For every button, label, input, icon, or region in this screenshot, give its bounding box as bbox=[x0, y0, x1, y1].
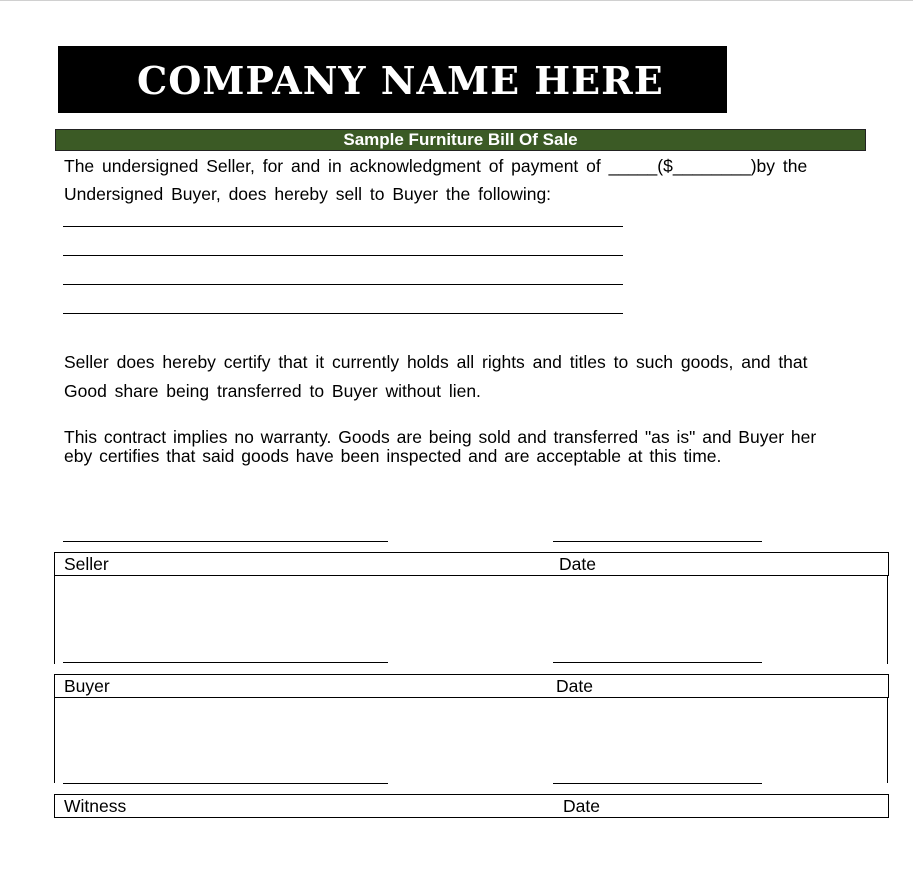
certification-paragraph-line-2: Good share being transferred to Buyer without lien. bbox=[64, 381, 481, 401]
witness-date-line bbox=[553, 783, 762, 784]
witness-signature-line bbox=[63, 783, 388, 784]
certification-paragraph-line-1: Seller does hereby certify that it currently holds all rights and titles to such goods, and that bbox=[64, 352, 808, 372]
buyer-label-box bbox=[54, 674, 889, 698]
seller-label-box bbox=[54, 552, 889, 576]
seller-box-left-edge bbox=[54, 576, 55, 664]
document-title: Sample Furniture Bill Of Sale bbox=[343, 130, 578, 149]
warranty-paragraph-line-1: This contract implies no warranty. Goods are being sold and transferred "as is" and Buyer her bbox=[64, 427, 817, 447]
buyer-signature-line bbox=[63, 662, 388, 663]
goods-line-3 bbox=[63, 284, 623, 285]
buyer-box-left-edge bbox=[54, 698, 55, 783]
seller-signature-line bbox=[63, 541, 388, 542]
payment-paragraph-line-2: Undersigned Buyer, does hereby sell to Buyer the following: bbox=[64, 184, 552, 204]
buyer-date-label: Date bbox=[556, 676, 593, 696]
witness-label-box bbox=[54, 794, 889, 818]
buyer-label: Buyer bbox=[64, 676, 110, 696]
buyer-box-right-edge bbox=[887, 698, 888, 783]
buyer-date-line bbox=[553, 662, 762, 663]
goods-line-1 bbox=[63, 226, 623, 227]
warranty-paragraph-line-2: eby certifies that said goods have been inspected and are acceptable at this time. bbox=[64, 446, 722, 466]
goods-line-4 bbox=[63, 313, 623, 314]
seller-label: Seller bbox=[64, 554, 109, 574]
seller-box-right-edge bbox=[887, 576, 888, 664]
seller-date-label: Date bbox=[559, 554, 596, 574]
top-border bbox=[0, 0, 913, 1]
payment-paragraph-line-1: The undersigned Seller, for and in acknowledgment of payment of _____($________)by the bbox=[64, 156, 808, 176]
seller-date-line bbox=[553, 541, 762, 542]
witness-label: Witness bbox=[64, 796, 127, 816]
goods-line-2 bbox=[63, 255, 623, 256]
company-name: COMPANY NAME HERE bbox=[137, 58, 664, 103]
witness-date-label: Date bbox=[563, 796, 600, 816]
